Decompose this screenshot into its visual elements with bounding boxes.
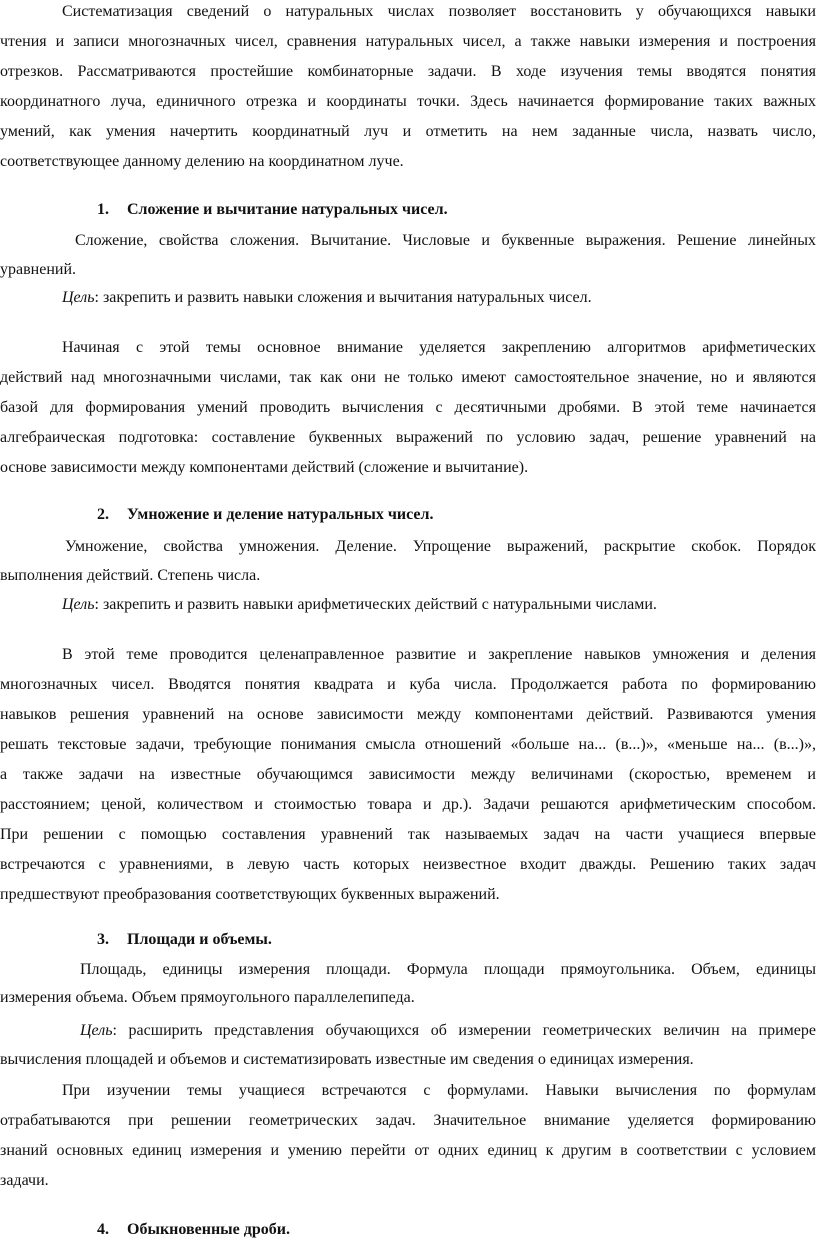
goal-paragraph (0, 283, 816, 312)
paragraph (0, 333, 816, 483)
paragraph-line: базой для формирования умений проводить вычисления с десятичными дробями. В этой теме начинается (0, 399, 816, 416)
goal-text: : закрепить и развить навыки сложения и вычитания натуральных чисел. (94, 289, 592, 306)
paragraph-line: При изучении темы учащиеся встречаются с формулами. Навыки вычисления по формулам (62, 1082, 816, 1099)
paragraph (0, 226, 816, 284)
paragraph-line: а также задачи на известные обучающимся зависимости между величинами (скоростью, временем и (0, 766, 816, 783)
goal-label: Цель (62, 289, 95, 306)
paragraph-line: отрезков. Рассматриваются простейшие комбинаторные задачи. В ходе изучения темы вводятся понятия (0, 63, 816, 80)
paragraph-line: уравнений. (0, 261, 77, 278)
heading-title: Сложение и вычитание натуральных чисел. (127, 201, 448, 218)
heading-number: 2. (97, 506, 109, 523)
paragraph (0, 1076, 816, 1196)
goal-paragraph (0, 590, 816, 619)
goal-line (0, 283, 816, 312)
paragraph-line: отрабатываются при решении геометрических задач. Значительное внимание уделяется формированию (0, 1112, 816, 1129)
paragraph-line: В этой теме проводится целенаправленное развитие и закрепление навыков умножения и деления (62, 646, 816, 663)
goal-paragraph (0, 1016, 816, 1074)
paragraph-line: встречаются с уравнениями, в левую часть которых неизвестное входит дважды. Решению таких задач (0, 856, 816, 873)
heading-title: Площади и объемы. (127, 931, 272, 948)
goal-line (0, 1016, 816, 1045)
paragraph-line: задачи. (0, 1172, 49, 1189)
paragraph (0, 640, 816, 910)
paragraph-line: При решении с помощью составления уравнений так называемых задач на части учащиеся впервые (0, 826, 816, 843)
paragraph-line: расстоянием; ценой, количеством и стоимостью товара и др.). Задачи решаются арифметическим способом. (0, 796, 816, 813)
paragraph-line: Начиная с этой темы основное внимание уделяется закреплению алгоритмов арифметических (62, 339, 816, 356)
paragraph-line: соответствующее данному делению на координатном луче. (0, 153, 404, 170)
paragraph (0, 532, 816, 590)
paragraph-line: основе зависимости между компонентами действий (сложение и вычитание). (0, 459, 529, 476)
paragraph (0, 956, 816, 1012)
goal-label: Цель (80, 1022, 113, 1039)
paragraph (0, 0, 816, 177)
heading-title: Умножение и деление натуральных чисел. (127, 506, 434, 523)
paragraph-line: чтения и записи многозначных чисел, сравнения натуральных чисел, а также навыки измерения и построения (0, 33, 816, 50)
paragraph-line: координатного луча, единичного отрезка и координаты точки. Здесь начинается формирование таких важных (0, 93, 816, 110)
paragraph-line: навыков решения уравнений на основе зависимости между компонентами действий. Развиваются умения (0, 706, 816, 723)
heading-title: Обыкновенные дроби. (127, 1221, 290, 1238)
paragraph-line: Площадь, единицы измерения площади. Формула площади прямоугольника. Объем, единицы (80, 961, 816, 978)
paragraph-line: решать текстовые задачи, требующие понимания смысла отношений «больше на... (в...)», «меньше на... (в...)», (0, 736, 816, 753)
paragraph-line: Систематизация сведений о натуральных числах позволяет восстановить у обучающихся навыки (62, 3, 816, 20)
paragraph-line: многозначных чисел. Вводятся понятия квадрата и куба числа. Продолжается работа по формированию (0, 676, 816, 693)
paragraph-line: измерения объема. Объем прямоугольного параллелепипеда. (0, 989, 415, 1006)
paragraph-line: действий над многозначными числами, так как они не только имеют самостоятельное значение, но и являются (0, 369, 816, 386)
goal-text: вычисления площадей и объемов и систематизировать известные им сведения о единицах измерения. (0, 1051, 694, 1068)
paragraph-line: умений, как умения начертить координатный луч и отметить на нем заданные числа, назвать число, (0, 123, 816, 140)
paragraph-line: Умножение, свойства умножения. Деление. Упрощение выражений, раскрытие скобок. Порядок (65, 538, 816, 555)
paragraph-line: знаний основных единиц измерения и умению перейти от одних единиц к другим в соответствии с условием (0, 1142, 816, 1159)
paragraph-line: предшествуют преобразования соответствующих буквенных выражений. (0, 886, 500, 903)
goal-line (0, 1045, 816, 1074)
goal-text: : закрепить и развить навыки арифметических действий с натуральными числами. (94, 596, 657, 613)
paragraph-line: алгебраическая подготовка: составление буквенных выражений по условию задач, решение уравнений на (0, 429, 816, 446)
goal-line (0, 590, 816, 619)
heading-number: 4. (97, 1221, 109, 1238)
goal-text: : расширить представления обучающихся об измерении геометрических величин на примере (112, 1022, 816, 1039)
heading-number: 1. (97, 201, 109, 218)
paragraph-line: Сложение, свойства сложения. Вычитание. Числовые и буквенные выражения. Решение линейных (75, 232, 816, 249)
heading-number: 3. (97, 931, 109, 948)
goal-label: Цель (62, 596, 95, 613)
paragraph-line: выполнения действий. Степень числа. (0, 567, 261, 584)
